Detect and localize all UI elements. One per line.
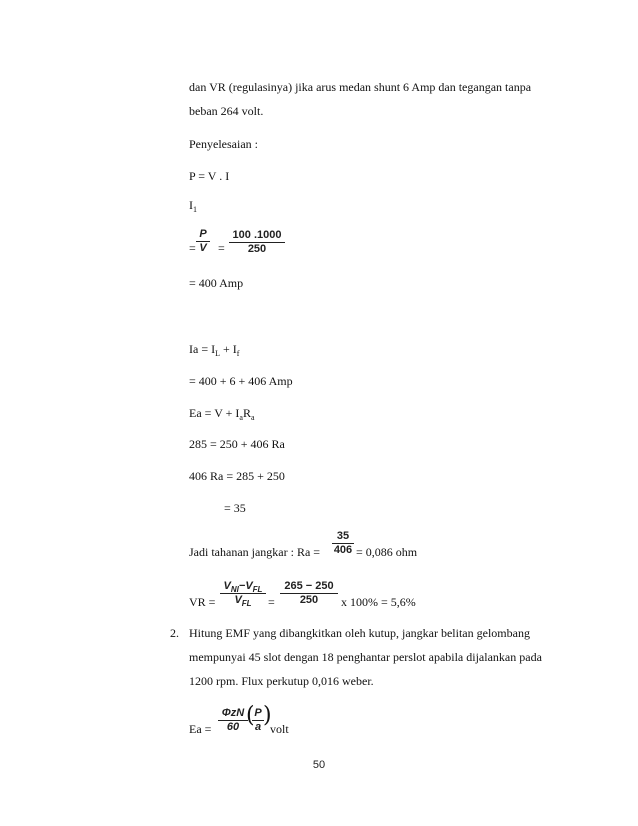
il-subscript: 1 [193, 205, 197, 214]
power-equation: P = V . I [189, 169, 230, 183]
vr-sub-fl: FL [252, 585, 263, 594]
volt-unit: volt [270, 722, 289, 736]
equation-35: = 35 [224, 501, 246, 515]
fraction-p-over-v [196, 228, 210, 255]
vr-v: V [223, 580, 231, 592]
il-label [189, 198, 197, 214]
ra-label: Jadi tahanan jangkar : Ra = [189, 545, 321, 559]
vr-minus-v: −V [238, 580, 253, 592]
fraction-numerator: P [196, 228, 210, 242]
intro-line-2: beban 264 volt. [189, 104, 264, 118]
solution-heading: Penyelesaian : [189, 137, 258, 151]
fraction-vr-formula [220, 580, 266, 607]
fraction-denominator: 406 [333, 544, 353, 556]
ea-subscript-1: a [239, 413, 243, 422]
emf-equation [189, 406, 255, 422]
question-line-1: Hitung EMF yang dibangkitkan oleh kutup, jangkar belitan gelombang [189, 626, 530, 640]
fraction-emf [218, 707, 248, 734]
ia-subscript-l: L [215, 349, 220, 358]
equation-406: 406 Ra = 285 + 250 [189, 469, 285, 483]
ia-text-b: + I [219, 342, 237, 356]
ra-result: = 0,086 ohm [356, 545, 418, 559]
ea-text-r: R [242, 406, 251, 420]
vr-result: x 100% = 5,6% [341, 595, 416, 609]
intro-line-1: dan VR (regulasinya) jika arus medan shunt 6 Amp dan tegangan tanpa [189, 80, 532, 94]
vr-eq: = [268, 595, 275, 609]
fraction-denominator [220, 594, 266, 607]
ia-text: Ia = I [189, 342, 216, 356]
right-paren: ) [263, 703, 272, 728]
paren-group [246, 703, 272, 739]
fraction-denominator: V [199, 242, 207, 254]
fraction-numerator [220, 580, 266, 594]
question-line-3: 1200 rpm. Flux perkutup 0,016 weber. [189, 674, 374, 688]
vr-label: VR = [189, 595, 216, 609]
fraction-numerator: P [252, 707, 264, 721]
fraction-numerator: 265 − 250 [280, 580, 338, 594]
current-result: = 400 Amp [189, 276, 244, 290]
ea-text: Ea = V + I [189, 406, 240, 420]
fraction-numerator: ΦzN [218, 707, 248, 721]
left-paren: ( [246, 703, 255, 728]
question-line-2: mempunyai 45 slot dengan 18 penghantar perslot apabila dijalankan pada [189, 650, 542, 664]
fraction-current-calc [229, 229, 285, 256]
page-number: 50 [312, 759, 326, 771]
vr-den-sub-fl: FL [241, 599, 252, 608]
fraction-numerator: 35 [332, 530, 354, 544]
question-number: 2. [170, 626, 179, 640]
fraction-denominator: 250 [247, 243, 267, 255]
ea-label: Ea = [189, 722, 212, 736]
fraction-vr-values [280, 580, 338, 607]
ea-subscript-2: a [251, 413, 255, 422]
fraction-numerator: 100 .1000 [229, 229, 285, 243]
fraction-denominator: 60 [226, 721, 240, 733]
fraction-denominator: a [254, 721, 262, 733]
current-sum: = 400 + 6 + 406 Amp [189, 374, 293, 388]
eq-mid: = [218, 241, 225, 255]
fraction-denominator: 250 [299, 594, 319, 606]
ia-subscript-f: f [236, 349, 240, 358]
eq-prefix: = [189, 241, 196, 255]
armature-current-equation [189, 342, 239, 358]
equation-285: 285 = 250 + 406 Ra [189, 437, 285, 451]
vr-den-v: V [234, 594, 242, 606]
fraction-ra [332, 530, 354, 557]
il-symbol: I [189, 198, 193, 212]
vr-sub-nl: Nl [230, 585, 239, 594]
